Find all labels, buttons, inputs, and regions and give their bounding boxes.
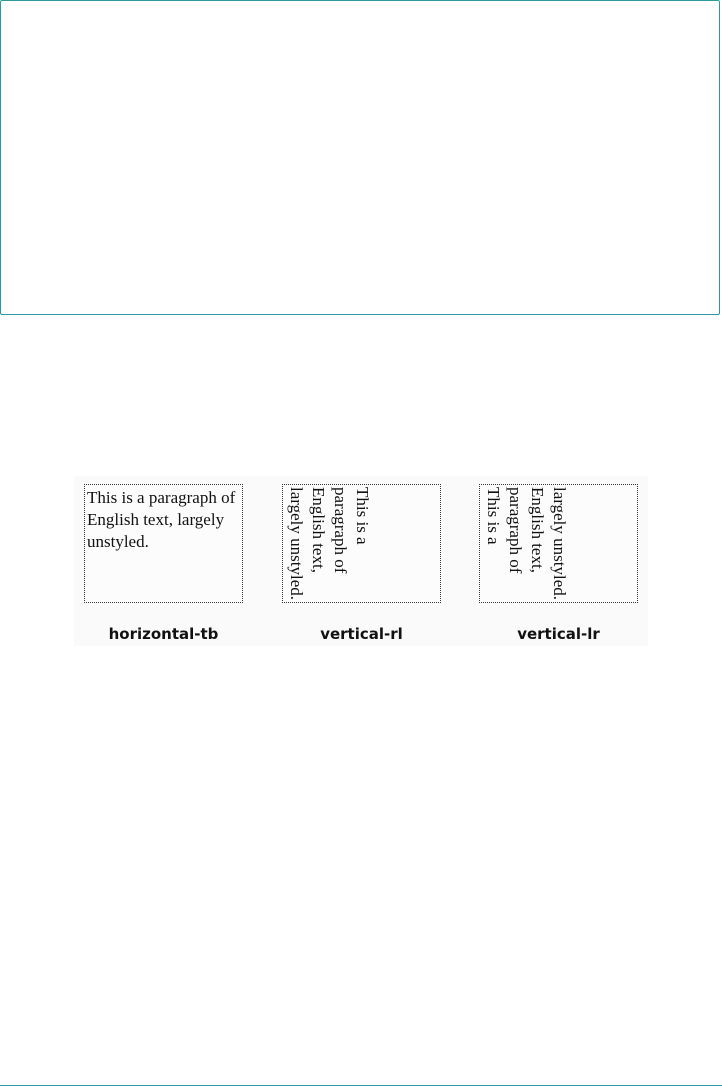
vertical-lr-caption: vertical-lr — [517, 625, 600, 643]
writing-mode-figure — [74, 476, 648, 646]
horizontal-tb-sample-box — [84, 484, 243, 603]
bottom-divider — [0, 1085, 722, 1086]
vertical-lr-sample-text: This is a paragraph of English text, largely unstyled. — [484, 487, 569, 600]
vertical-rl-sample-text: This is a paragraph of English text, largely unstyled. — [287, 487, 372, 600]
vertical-rl-sample-box — [282, 484, 441, 603]
horizontal-tb-sample-text: This is a paragraph of English text, largely unstyled. — [87, 488, 236, 551]
vertical-rl-caption: vertical-rl — [320, 625, 403, 643]
empty-content-panel — [0, 0, 720, 315]
vertical-lr-sample-box — [479, 484, 638, 603]
horizontal-tb-caption: horizontal-tb — [108, 625, 219, 643]
